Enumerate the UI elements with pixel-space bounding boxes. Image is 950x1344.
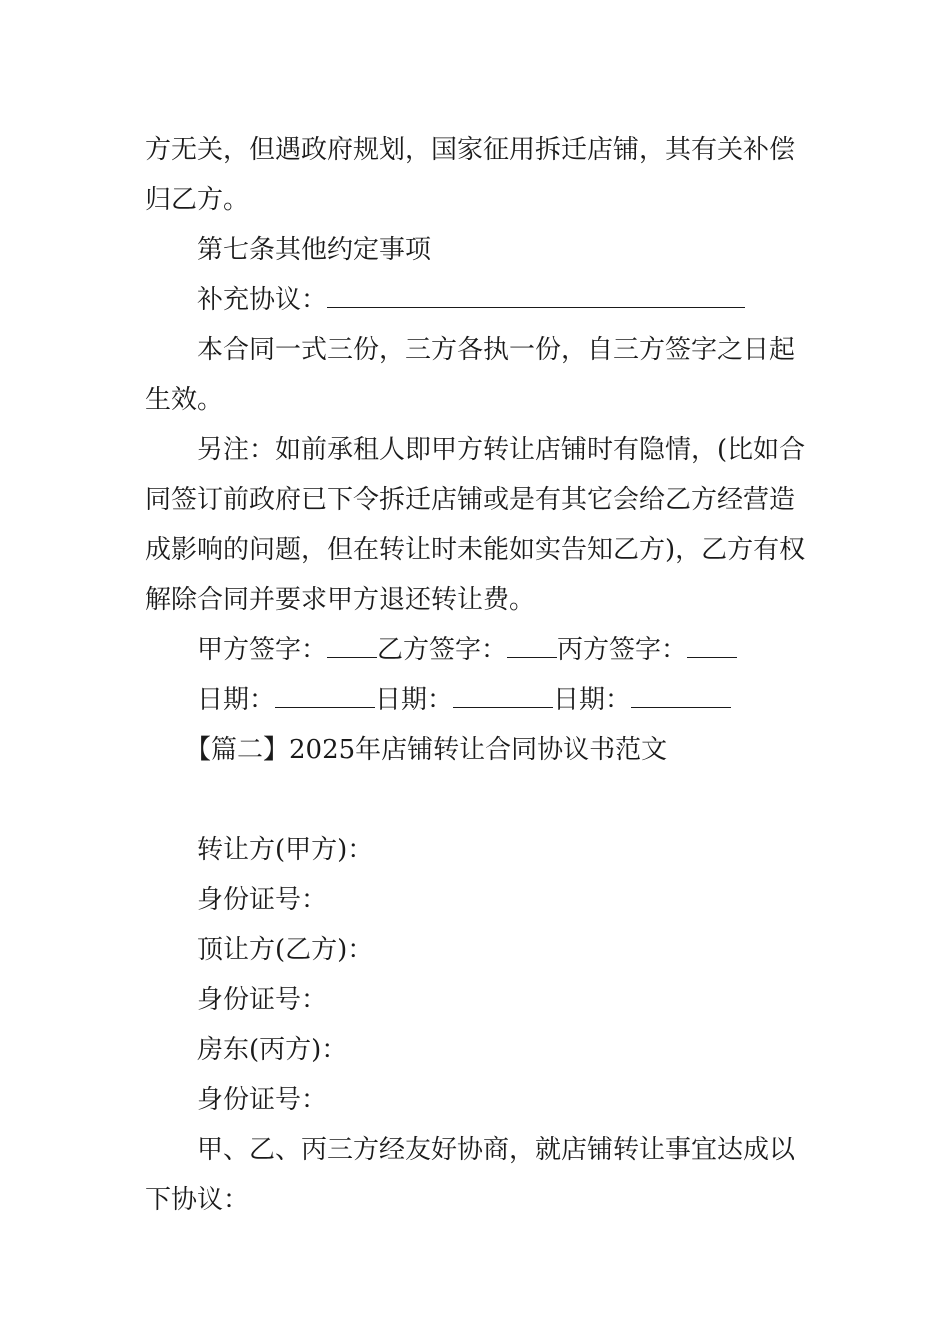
spacer [145, 775, 810, 825]
date-blank-b [453, 677, 553, 708]
document-page [145, 125, 810, 1225]
sign-label-b: 乙方签字： [377, 635, 508, 665]
date-line [145, 675, 810, 725]
field-transferee: 顶让方(乙方)： [197, 935, 374, 965]
section-two-heading: 【篇二】2025年店铺转让合同协议书范文 [185, 735, 668, 765]
paragraph-copies: 本合同一式三份，三方各执一份，自三方签字之日起生效。 [145, 335, 796, 415]
date-label-c: 日期： [553, 685, 632, 715]
supplement-label: 补充协议： [197, 285, 328, 315]
paragraph-note: 另注：如前承租人即甲方转让店铺时有隐情，(比如合同签订前政府已下令拆迁店铺或是有其它会给乙方经营造成影响的问题，但在转让时未能如实告知乙方)，乙方有权解除合同并要求甲方退还转让费。 [145, 435, 806, 615]
date-blank-a [275, 677, 375, 708]
supplement-line [145, 275, 810, 325]
date-label-b: 日期： [375, 685, 454, 715]
paragraph-agreement-intro: 甲、乙、丙三方经友好协商，就店铺转让事宜达成以下协议： [145, 1135, 796, 1215]
supplement-blank [327, 277, 745, 308]
paragraph-compensation: 方无关，但遇政府规划，国家征用拆迁店铺，其有关补偿归乙方。 [145, 135, 796, 215]
sign-blank-b [507, 627, 557, 658]
date-label-a: 日期： [197, 685, 276, 715]
field-landlord: 房东(丙方)： [197, 1035, 348, 1065]
field-id-transferee: 身份证号： [197, 985, 328, 1015]
sign-label-c: 丙方签字： [557, 635, 688, 665]
article-seven-heading: 第七条其他约定事项 [197, 235, 432, 265]
field-id-transferor: 身份证号： [197, 885, 328, 915]
sign-blank-a [327, 627, 377, 658]
field-transferor: 转让方(甲方)： [197, 835, 374, 865]
sign-blank-c [687, 627, 737, 658]
sign-label-a: 甲方签字： [197, 635, 328, 665]
field-id-landlord: 身份证号： [197, 1085, 328, 1115]
date-blank-c [631, 677, 731, 708]
signature-line [145, 625, 810, 675]
